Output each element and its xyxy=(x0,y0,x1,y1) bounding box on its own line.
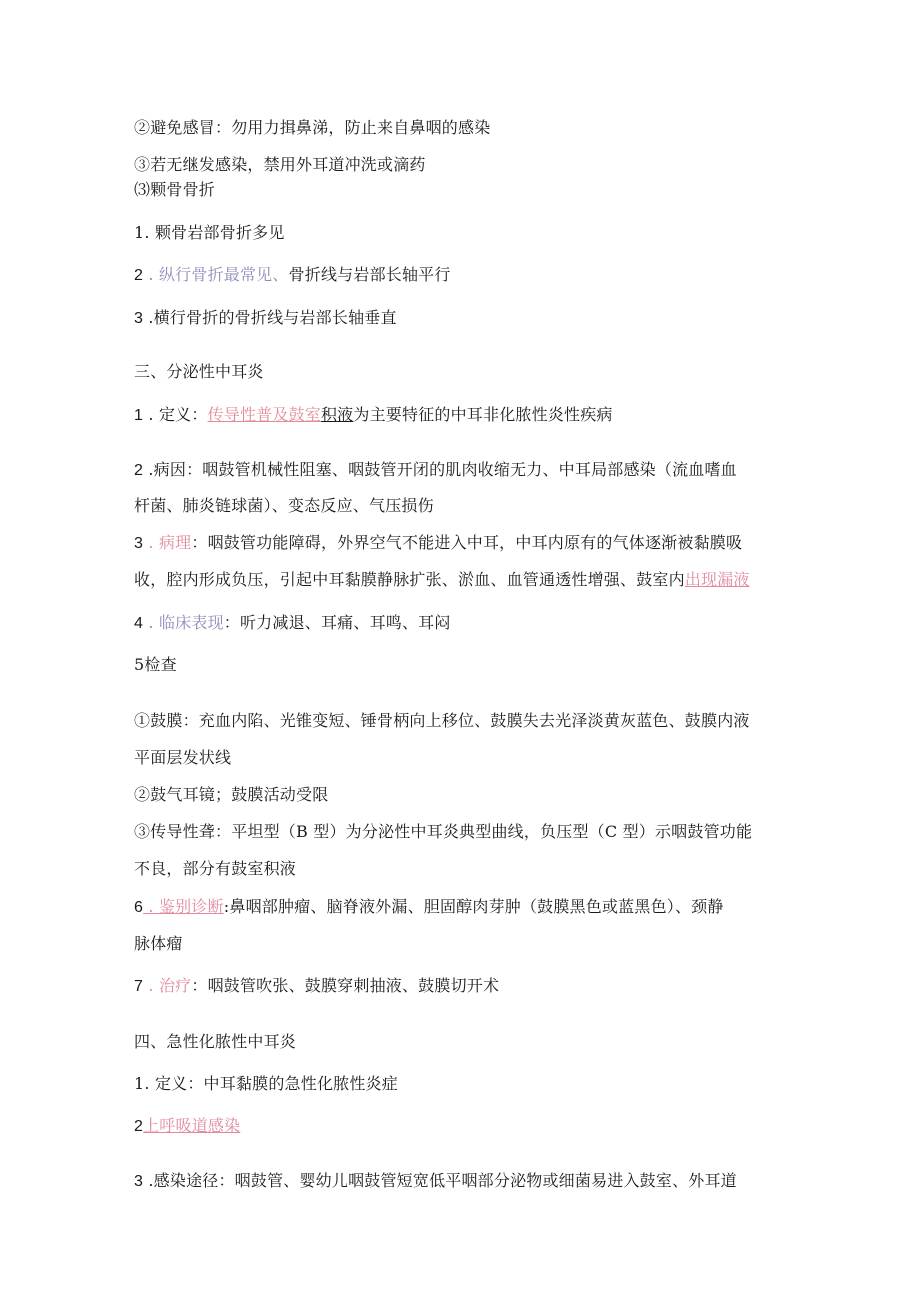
line-text: . 定义： xyxy=(143,405,208,424)
highlight-text: . 纵行骨折最常见、 xyxy=(143,265,289,284)
text-line xyxy=(134,223,285,243)
item-number: 2 xyxy=(134,1118,144,1135)
text-line xyxy=(134,570,750,590)
line-text: 不良，部分有鼓室积液 xyxy=(134,859,297,878)
text-line xyxy=(134,859,296,879)
highlight-text: . 临床表现 xyxy=(143,613,224,632)
line-text: ③若无继发感染，禁用外耳道冲洗或滴药 xyxy=(134,155,426,174)
text-line xyxy=(134,460,737,481)
item-number: 3 xyxy=(134,1173,144,1190)
line-text: .横行骨折的骨折线与岩部长轴垂直 xyxy=(143,308,397,327)
line-text: ：听力减退、耳痛、耳鸣、耳闷 xyxy=(223,613,451,632)
text-line xyxy=(134,822,752,842)
text-line xyxy=(134,1171,737,1192)
text-line xyxy=(134,308,397,329)
highlight-text: . 病理 xyxy=(143,533,192,552)
line-text: ①鼓膜：充血内陷、光锥变短、锤骨柄向上移位、鼓膜失去光泽淡黄灰蓝色、鼓膜内液 xyxy=(134,711,750,730)
text-line xyxy=(134,976,499,997)
section-heading xyxy=(134,362,264,382)
text-line xyxy=(134,748,231,768)
text-line xyxy=(134,405,613,426)
text-line xyxy=(134,155,426,175)
item-number: 4 xyxy=(134,615,144,632)
highlight-text: . 治疗 xyxy=(143,976,192,995)
highlight-text: 上呼吸道感染 xyxy=(143,1116,241,1135)
line-text: 杆菌、肺炎链球菌）、变态反应、气压损伤 xyxy=(134,496,434,515)
line-text: ②避免感冒：勿用力揖鼻涕，防止来自鼻咽的感染 xyxy=(134,118,491,137)
text-line xyxy=(134,785,328,805)
text-line xyxy=(134,118,490,138)
line-text: :鼻咽部肿瘤、脑脊液外漏、胆固醇肉芽肿（鼓膜黑色或蓝黑色）、颈静 xyxy=(223,897,724,916)
highlight-text: . 鉴别诊断 xyxy=(143,897,224,916)
item-number: 3 xyxy=(134,310,144,327)
item-number: 2 xyxy=(134,462,144,479)
item-number: 7 xyxy=(134,978,144,995)
line-text: 骨折线与岩部长轴平行 xyxy=(288,265,451,284)
line-text: 5检查 xyxy=(134,655,177,674)
line-text: 三、分泌性中耳炎 xyxy=(134,362,264,381)
line-text: 脉体瘤 xyxy=(134,934,183,953)
line-text: ：咽鼓管吹张、鼓膜穿刺抽液、鼓膜切开术 xyxy=(191,976,500,995)
item-number: 6 xyxy=(134,899,144,916)
item-number: 2 xyxy=(134,267,144,284)
section-heading xyxy=(134,180,215,200)
text-line xyxy=(134,533,742,554)
highlight-text: 传导性普及鼓室 xyxy=(207,405,321,424)
item-number: 3 xyxy=(134,535,144,552)
text-line xyxy=(134,934,183,954)
line-text: ②鼓气耳镜；鼓膜活动受限 xyxy=(134,785,329,804)
line-text: 收，腔内形成负压，引起中耳黏膜静脉扩张、淤血、血管通透性增强、鼓室内 xyxy=(134,570,685,589)
line-text: .病因：咽鼓管机械性阻塞、咽鼓管开闭的肌肉收缩无力、中耳局部感染（流血嗜血 xyxy=(143,460,737,479)
text-line xyxy=(134,265,451,286)
text-line xyxy=(134,496,434,516)
line-text: 1. 定义：中耳黏膜的急性化脓性炎症 xyxy=(134,1074,398,1093)
line-text: 四、急性化脓性中耳炎 xyxy=(134,1032,297,1051)
text-line xyxy=(134,655,177,675)
section-heading xyxy=(134,1032,296,1052)
line-text: ：咽鼓管功能障碍，外界空气不能进入中耳，中耳内原有的气体逐渐被黏膜吸 xyxy=(191,533,743,552)
line-text: 为主要特征的中耳非化脓性炎性疾病 xyxy=(353,405,613,424)
text-line xyxy=(134,1074,398,1094)
text-line xyxy=(134,613,451,634)
line-text: .感染途径：咽鼓管、婴幼儿咽鼓管短宽低平咽部分泌物或细菌易进入鼓室、外耳道 xyxy=(143,1171,737,1190)
line-text: 1. 颗骨岩部骨折多见 xyxy=(134,223,285,242)
text-line xyxy=(134,1116,240,1137)
line-text: ⑶颗骨骨折 xyxy=(134,180,216,199)
highlight-text: 出现漏液 xyxy=(684,570,750,589)
line-text: ③传导性聋：平坦型（B 型）为分泌性中耳炎典型曲线，负压型（C 型）示咽鼓管功能 xyxy=(134,822,753,841)
item-number: 1 xyxy=(134,407,144,424)
underlined-text: 积液 xyxy=(320,405,354,424)
line-text: 平面层发状线 xyxy=(134,748,232,767)
text-line xyxy=(134,897,724,918)
text-line xyxy=(134,711,750,731)
